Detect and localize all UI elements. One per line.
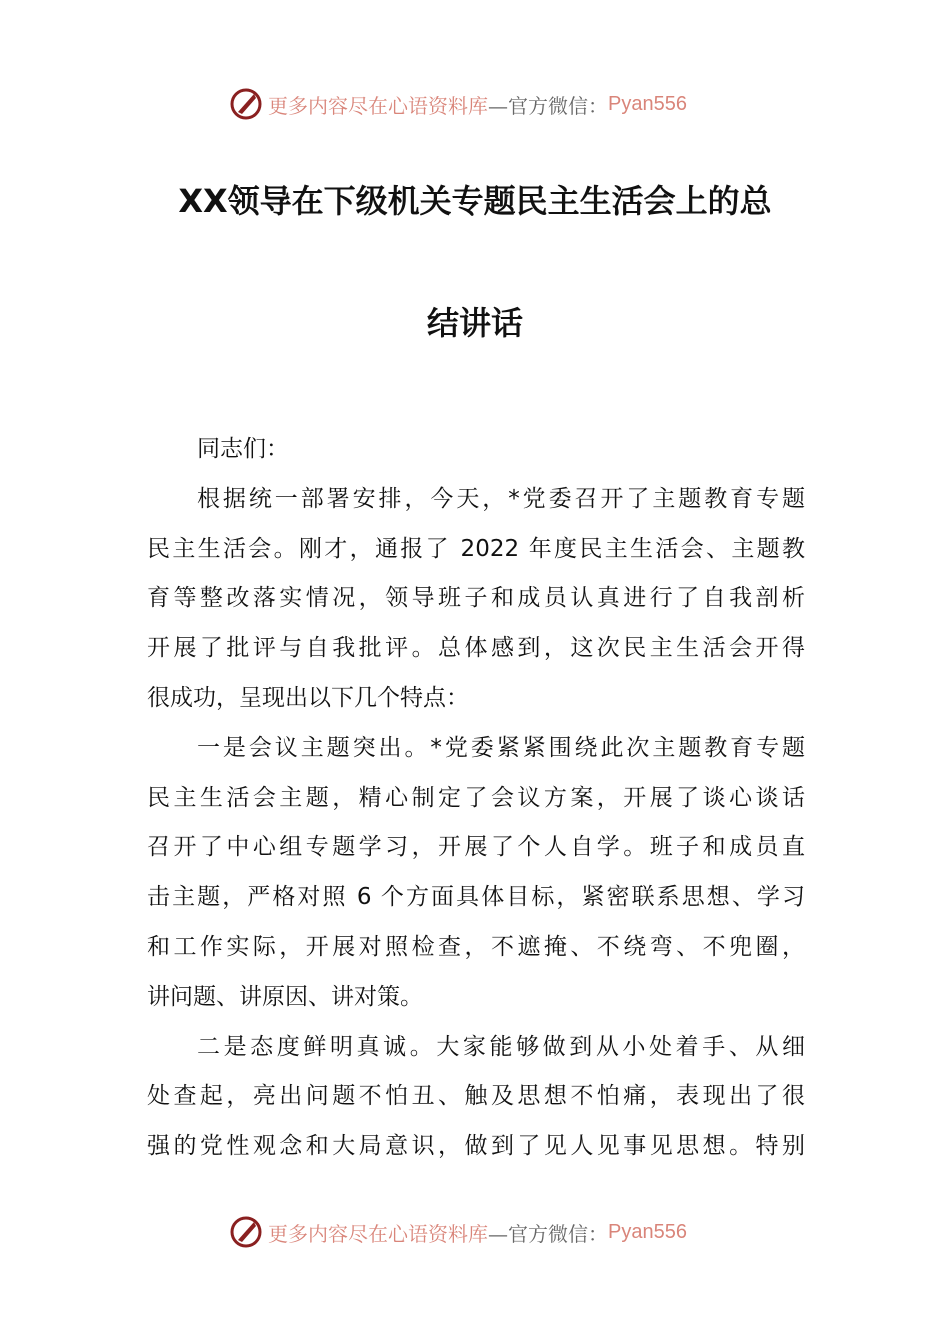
- doc-title: XX领导在下级机关专题民主生活会上的总: [178, 182, 772, 220]
- watermark-text: 更多内容尽在心语资料库: [268, 1221, 488, 1246]
- watermark-footer: [228, 1212, 687, 1252]
- text-line: 二是态度鲜明真诚。大家能够做到从小处着手、从细: [197, 1033, 805, 1060]
- watermark-header: [228, 84, 687, 124]
- text-line: 讲问题、讲原因、讲对策。: [147, 983, 423, 1010]
- text-line: 育等整改落实情况，领导班子和成员认真进行了自我剖析: [147, 585, 805, 612]
- text-line: 同志们：: [197, 436, 289, 462]
- text-line: 民主生活会主题，精心制定了会议方案，开展了谈心谈话: [147, 784, 805, 811]
- doc-title-cont: 结讲话: [426, 304, 523, 342]
- text-line: 击主题，严格对照 6 个方面具体目标，紧密联系思想、学习: [147, 884, 805, 911]
- text-line: 根据统一部署安排，今天，*党委召开了主题教育专题: [197, 485, 805, 512]
- text-line: 强的党性观念和大局意识，做到了见人见事见思想。特别: [147, 1133, 805, 1160]
- text-line: 处查起，亮出问题不怕丑、触及思想不怕痛，表现出了很: [147, 1083, 805, 1110]
- watermark-wechat: Pyan556: [608, 92, 687, 115]
- watermark-text: —官方微信：: [488, 1221, 608, 1246]
- text-line: 召开了中心组专题学习，开展了个人自学。班子和成员直: [147, 834, 805, 861]
- pen-logo-icon: [228, 86, 264, 122]
- text-line: 和工作实际，开展对照检查，不遮掩、不绕弯、不兜圈，: [147, 934, 805, 960]
- pen-logo-icon: [228, 1214, 264, 1250]
- text-line: 开展了批评与自我批评。总体感到，这次民主生活会开得: [147, 635, 805, 662]
- text-line: 很成功，呈现出以下几个特点：: [147, 685, 469, 711]
- watermark-wechat: Pyan556: [608, 1220, 687, 1243]
- text-line: 民主生活会。刚才，通报了 2022 年度民主生活会、主题教: [147, 535, 805, 562]
- text-line: 一是会议主题突出。*党委紧紧围绕此次主题教育专题: [197, 734, 805, 761]
- watermark-text: 更多内容尽在心语资料库: [268, 93, 488, 118]
- watermark-text: —官方微信：: [488, 93, 608, 118]
